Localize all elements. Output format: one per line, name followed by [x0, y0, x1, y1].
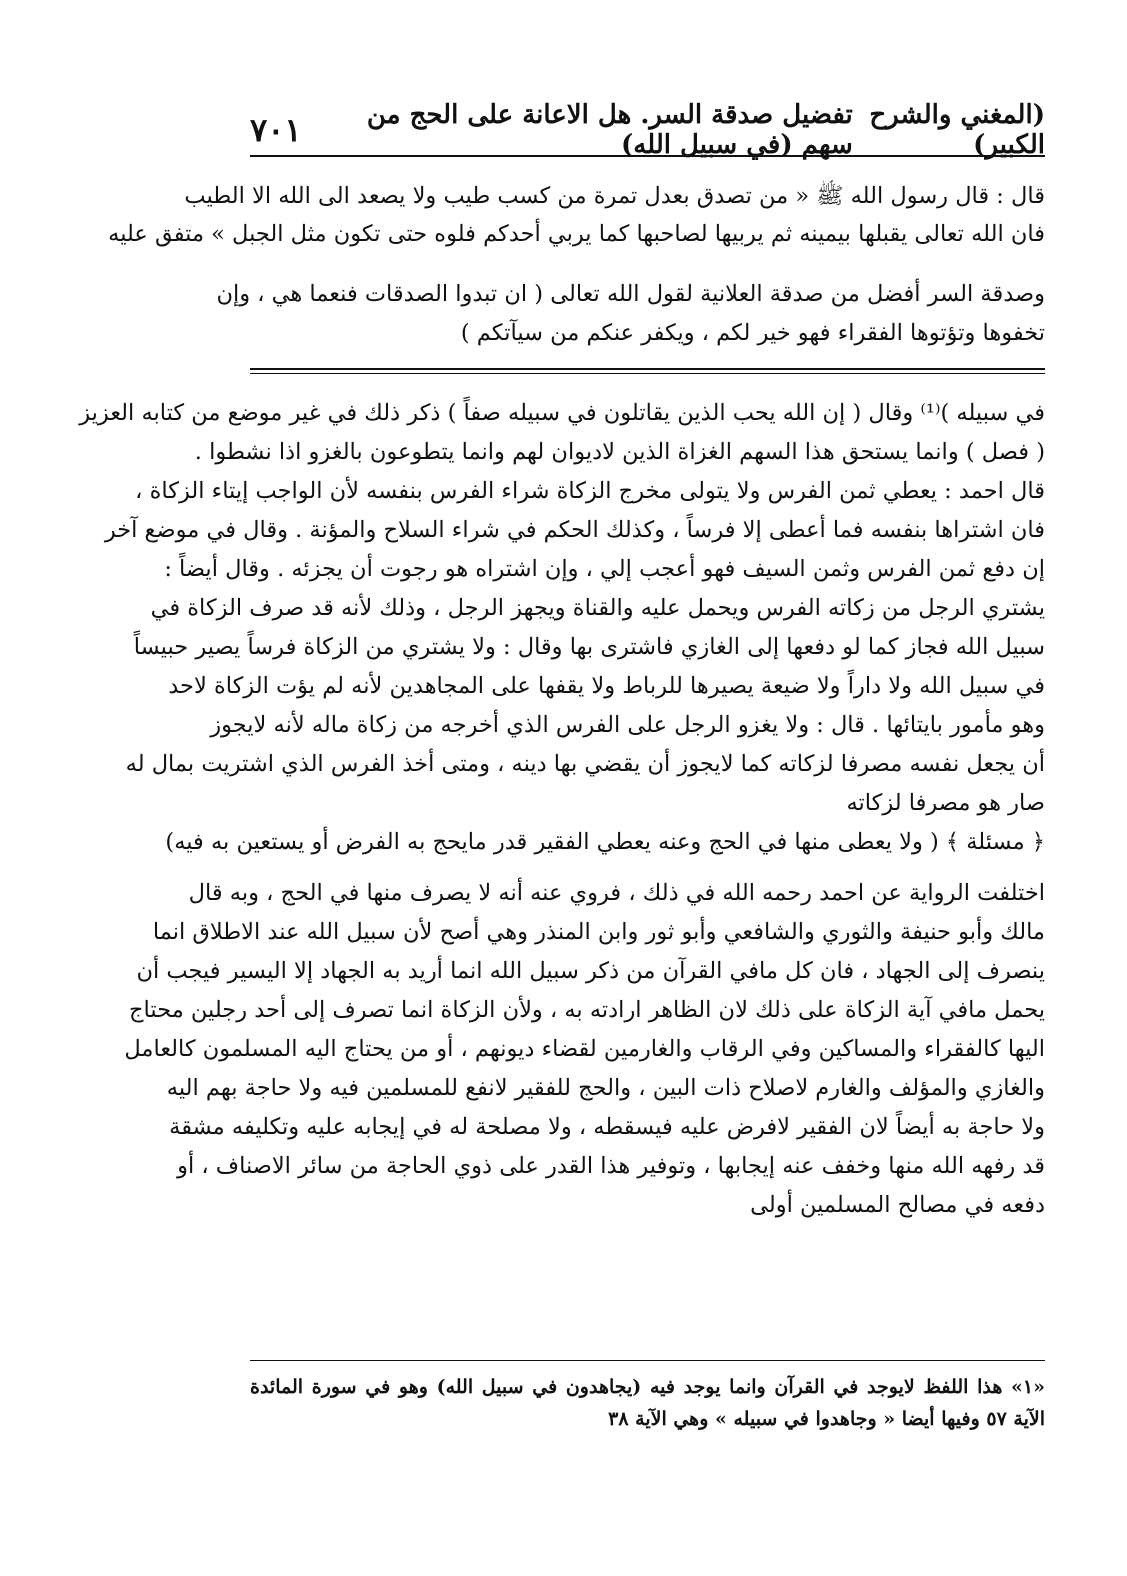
text-line: في سبيل الله ولا داراً ولا ضيعة يصيرها للرباط ولا يقفها على المجاهدين لأنه لم يؤت الزكاة لاحد [168, 673, 1045, 699]
text-line: دفعه في مصالح المسلمين أولى [750, 1192, 1045, 1218]
text-line: تخفوها وتؤتوها الفقراء فهو خير لكم ، ويكفر عنكم من سيآتكم ) [460, 320, 1045, 346]
text-line: وهو مأمور بايتائها . قال : ولا يغزو الرجل على الفرس الذي أخرجه من زكاة ماله لأنه لايجوز [210, 712, 1045, 738]
text-line: أن يجعل نفسه مصرفا لزكاته كما لايجوز أن يقضي بها دينه ، ومتى أخذ الفرس الذي اشتريت بمال له [125, 751, 1045, 777]
section-divider [250, 368, 1045, 370]
text-line: يحمل مافي آية الزكاة على ذلك لان الظاهر ارادته به ، ولأن الزكاة انما تصرف إلى أحد رجلين محتاج [129, 997, 1045, 1023]
book-title: (المغني والشرح الكبير) [869, 100, 1045, 160]
text-line: قد رفهه الله منها وخفف عنه إيجابها ، وتوفير هذا القدر على ذوي الحاجة من سائر الاصناف ، أو [177, 1153, 1045, 1179]
text-line: إن دفع ثمن الفرس وثمن السيف فهو أعجب إلي ، وإن اشتراه هو رجوت أن يجزئه . وقال أيضاً : [164, 556, 1045, 582]
section-title: تفضيل صدقة السر. هل الاعانة على الحج من سهم (في سبيل الله) [366, 100, 853, 160]
text-line: مالك وأبو حنيفة والثوري والشافعي وأبو ثور وابن المنذر وهي أصح لأن سبيل الله عند الاطلاق انما [152, 919, 1045, 945]
text-line: قال : قال رسول الله ﷺ « من تصدق بعدل تمرة من كسب طيب ولا يصعد الى الله الا الطيب [184, 183, 1045, 209]
header-rule [250, 155, 1045, 157]
text-line: فان اشتراها بنفسه فما أعطى إلا فرساً ، وكذلك الحكم في شراء السلاح والمؤنة . وقال في موضع آخر [104, 517, 1045, 543]
text-line: سبيل الله فجاز كما لو دفعها إلى الغازي فاشترى بها وقال : ولا يشتري من الزكاة فرساً يصير حبيساً [133, 634, 1045, 660]
page-number: ٧٠١ [250, 111, 302, 149]
text-line: يشتري الرجل من زكاته الفرس ويحمل عليه والقناة ويجهز الرجل ، وذلك لأنه قد صرف الزكاة في [150, 595, 1045, 621]
footnote-line: الآية ٥٧ وفيها أيضا « وجاهدوا في سبيله » وهي الآية ٣٨ [608, 1408, 1045, 1430]
text-line: اليها كالفقراء والمساكين وفي الرقاب والغارمين لقضاء ديونهم ، أو من يحتاج اليه المسلمون كالعامل [124, 1036, 1045, 1062]
text-line: اختلفت الرواية عن احمد رحمه الله في ذلك ، فروي عنه أنه لا يصرف منها في الحج ، وبه قال [188, 880, 1045, 906]
text-line: والغازي والمؤلف والغارم لاصلاح ذات البين ، والحج للفقير لانفع للمسلمين فيه ولا حاجة بهم اليه [166, 1075, 1045, 1101]
running-header [250, 100, 1045, 160]
masala-heading: ﴿ مسئلة ﴾ ( ولا يعطى منها في الحج وعنه يعطي الفقير قدر مايحج به الفرض أو يستعين به فيه) [165, 829, 1045, 855]
text-line: ولا حاجة به أيضاً لان الفقير لافرض عليه فيسقطه ، ولا مصلحة له في إيجابه عليه وتكليفه مشقة [169, 1114, 1045, 1140]
text-line: قال احمد : يعطي ثمن الفرس ولا يتولى مخرج الزكاة شراء الفرس بنفسه لأن الواجب إيتاء الزكاة ، [135, 478, 1045, 504]
section-divider [250, 373, 1045, 374]
footnote-rule [250, 1360, 1045, 1361]
footnote-line: «١» هذا اللفظ لايوجد في القرآن وانما يوجد فيه (يجاهدون في سبيل الله) وهو في سورة المائدة [250, 1376, 1045, 1398]
text-line: وصدقة السر أفضل من صدقة العلانية لقول الله تعالى ( ان تبدوا الصدقات فنعما هي ، وإن [216, 281, 1045, 307]
text-line: ( فصل ) وانما يستحق هذا السهم الغزاة الذين لاديوان لهم وانما يتطوعون بالغزو اذا نشطوا . [194, 439, 1045, 465]
text-line: في سبيله )⁽¹⁾ وقال ( إن الله يحب الذين يقاتلون في سبيله صفاً ) ذكر ذلك في غير موضع من كتابه العزيز [79, 400, 1045, 426]
text-line: فان الله تعالى يقبلها بيمينه ثم يربيها لصاحبها كما يربي أحدكم فلوه حتى تكون مثل الجبل » متفق عليه [108, 221, 1045, 247]
text-line: ينصرف إلى الجهاد ، فان كل مافي القرآن من ذكر سبيل الله انما أريد به الجهاد إلا اليسير فيجب أن [136, 958, 1045, 984]
text-line: صار هو مصرفا لزكاته [846, 790, 1045, 816]
